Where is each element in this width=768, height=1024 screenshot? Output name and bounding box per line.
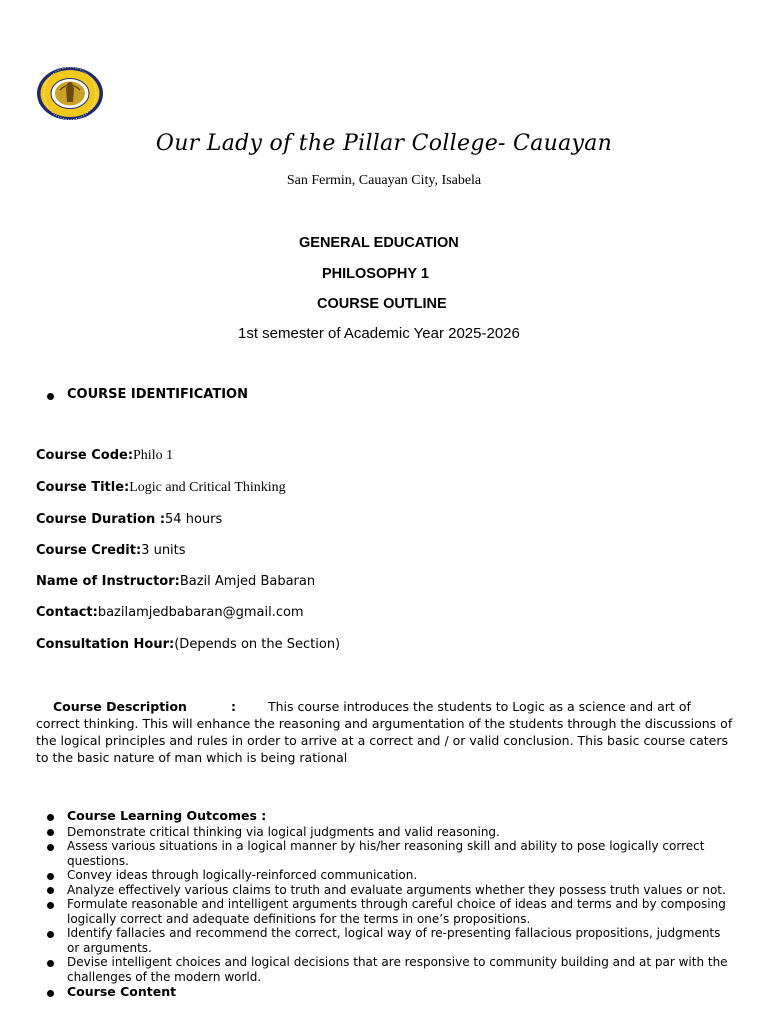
semester-line: 1st semester of Academic Year 2025-2026 bbox=[238, 325, 520, 342]
list-item: Analyze effectively various claims to truth and evaluate arguments whether they possess truth values or not. bbox=[36, 883, 736, 898]
title-course-outline: COURSE OUTLINE bbox=[317, 296, 447, 312]
field-consultation-hour bbox=[36, 637, 340, 652]
field-label: Consultation Hour: bbox=[36, 637, 175, 652]
field-label: Course Code: bbox=[36, 448, 134, 463]
field-value: Logic and Critical Thinking bbox=[129, 480, 286, 495]
college-address: San Fermin, Cauayan City, Isabela bbox=[286, 173, 482, 188]
field-label: Contact: bbox=[36, 605, 98, 620]
course-content-heading: Course Content bbox=[36, 985, 736, 1000]
field-course-title bbox=[36, 480, 286, 496]
field-label: Course Title: bbox=[36, 480, 130, 495]
field-contact bbox=[36, 605, 304, 620]
field-value: (Depends on the Section) bbox=[174, 637, 341, 652]
list-item: Convey ideas through logically-reinforced communication. bbox=[36, 868, 736, 883]
description-colon: : bbox=[230, 699, 236, 714]
college-seal-logo bbox=[36, 66, 104, 121]
list-item: Identify fallacies and recommend the correct, logical way of re-presenting fallacious propositions, judgments or arguments. bbox=[36, 926, 736, 955]
field-label: Course Duration : bbox=[36, 512, 166, 527]
college-name: Our Lady of the Pillar College- Cauayan bbox=[155, 131, 613, 156]
field-course-duration bbox=[36, 512, 222, 527]
field-course-credit bbox=[36, 543, 186, 558]
field-label: Name of Instructor: bbox=[36, 574, 180, 589]
field-value: Bazil Amjed Babaran bbox=[179, 574, 316, 589]
list-item: Assess various situations in a logical manner by his/her reasoning skill and ability to pose logically correct questions. bbox=[36, 839, 736, 868]
title-general-education: GENERAL EDUCATION bbox=[299, 235, 459, 251]
field-value: 3 units bbox=[141, 543, 186, 558]
bullet-icon bbox=[47, 393, 54, 400]
course-description bbox=[36, 698, 736, 766]
field-course-code bbox=[36, 448, 173, 464]
field-instructor bbox=[36, 574, 315, 589]
section-heading-identification: COURSE IDENTIFICATION bbox=[67, 387, 248, 402]
title-philosophy: PHILOSOPHY 1 bbox=[322, 266, 429, 282]
contact-email[interactable]: bazilamjedbabaran@gmail.com bbox=[97, 605, 304, 620]
field-label: Course Credit: bbox=[36, 543, 142, 558]
outcomes-heading: Course Learning Outcomes : bbox=[36, 809, 736, 824]
field-value: Philo 1 bbox=[133, 448, 174, 463]
list-item: Formulate reasonable and intelligent arguments through careful choice of ideas and terms and by composing logically correct and adequate definitions for the terms in one’s propositions. bbox=[36, 897, 736, 926]
description-text: This course introduces the students to Logic as a science and art of correct thinking. This will enhance the reasoning and argumentation of the students through the discussions of the logical principles and rules in order to arrive at a correct and / or valid conclusion. This basic course caters to the basic nature of man which is being rational bbox=[36, 699, 733, 765]
description-label: Course Description bbox=[53, 699, 187, 714]
field-value: 54 hours bbox=[165, 512, 223, 527]
list-item: Devise intelligent choices and logical decisions that are responsive to community building and at par with the challenges of the modern world. bbox=[36, 955, 736, 984]
learning-outcomes-list bbox=[36, 809, 736, 1000]
list-item: Demonstrate critical thinking via logical judgments and valid reasoning. bbox=[36, 825, 736, 840]
